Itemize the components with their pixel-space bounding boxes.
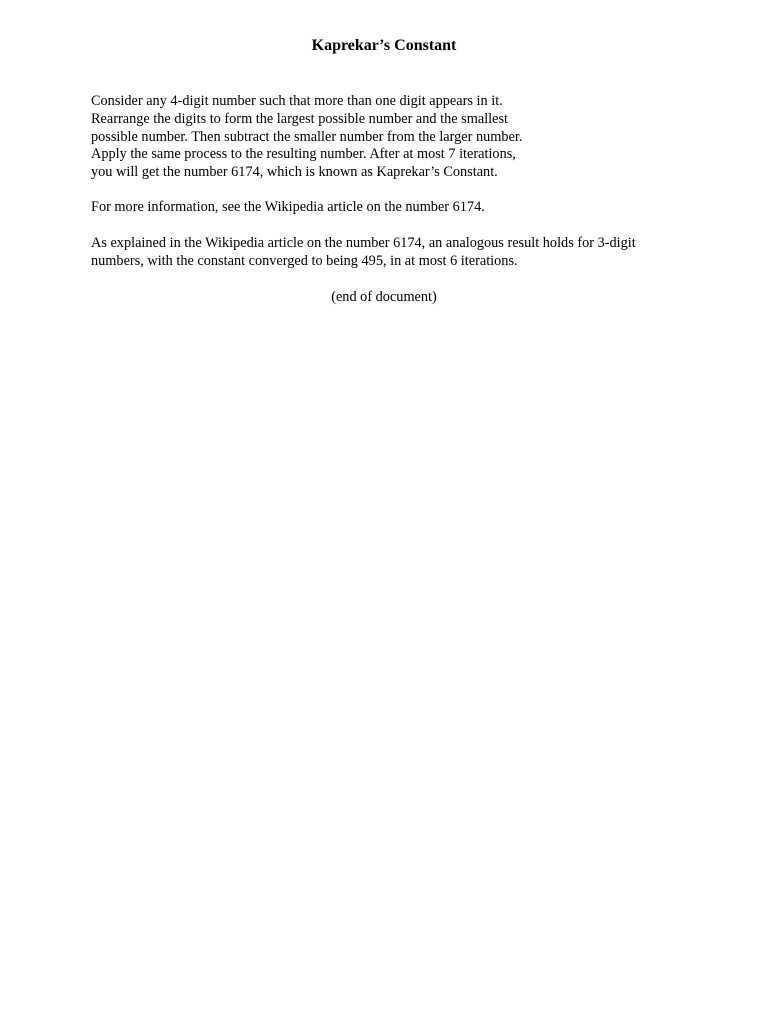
paragraph-more-information — [91, 199, 691, 217]
text-line: possible number. Then subtract the smaller number from the larger number. — [91, 128, 523, 145]
text-line: Rearrange the digits to form the largest possible number and the smallest — [91, 110, 509, 127]
paragraph-kaprekar-process — [91, 93, 691, 182]
text-line: you will get the number 6174, which is known as Kaprekar’s Constant. — [91, 164, 498, 181]
document-title: Kaprekar’s Constant — [311, 37, 457, 54]
text-line: numbers, with the constant converged to being 495, in at most 6 iterations. — [91, 252, 518, 269]
text-line: For more information, see the Wikipedia article on the number 6174. — [91, 199, 485, 215]
text-line: Consider any 4-digit number such that more than one digit appears in it. — [91, 93, 503, 109]
text-line: Apply the same process to the resulting number. After at most 7 iterations, — [91, 146, 516, 163]
text-line: As explained in the Wikipedia article on the number 6174, an analogous result holds for 3-digit — [91, 235, 636, 251]
end-of-document-note: (end of document) — [331, 289, 437, 305]
paragraph-three-digit-result — [91, 235, 691, 271]
